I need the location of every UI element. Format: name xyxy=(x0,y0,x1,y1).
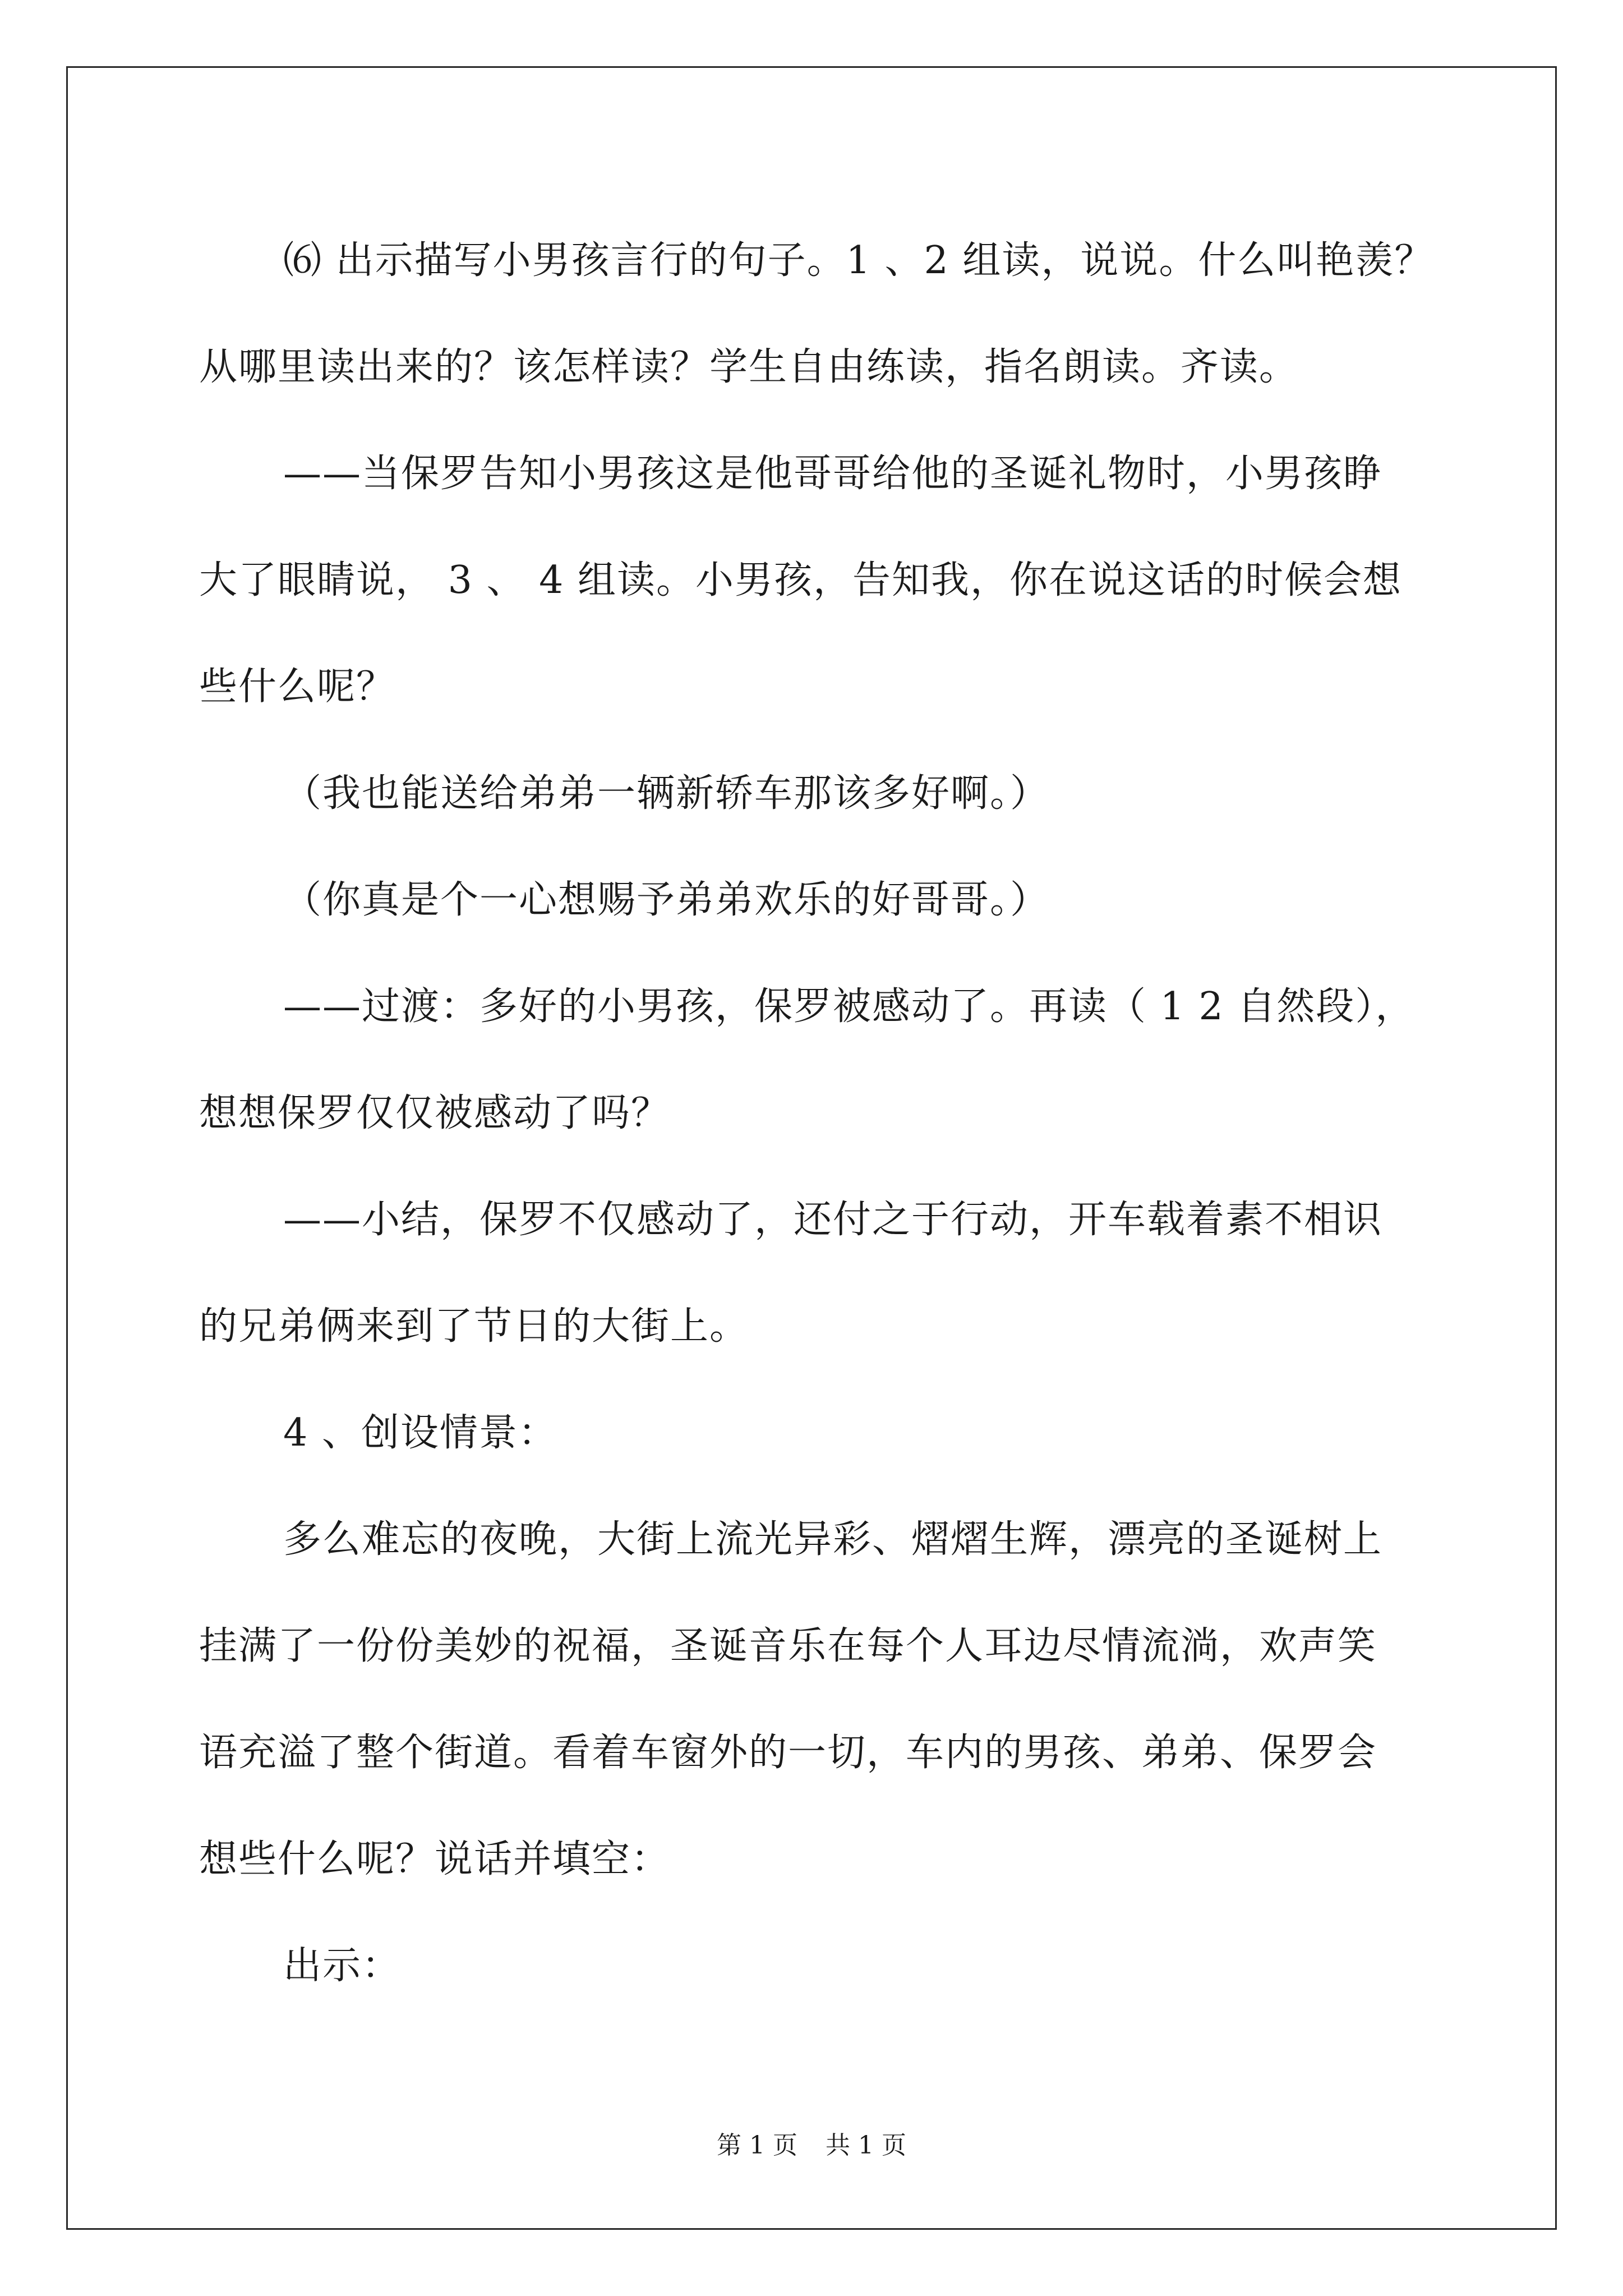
section-heading: 4 、创设情景： xyxy=(283,1411,557,1455)
text-line-11: 的兄弟俩来到了节日的大街上。 xyxy=(199,1304,749,1349)
text-line-3: ——当保罗告知小男孩这是他哥哥给他的圣诞礼物时，小男孩睁 xyxy=(283,452,1383,496)
text-line-6: （我也能送给弟弟一辆新轿车那该多好啊。） xyxy=(283,771,1050,816)
text-line-10: ——小结，保罗不仅感动了，还付之于行动，开车载着素不相识 xyxy=(283,1198,1383,1242)
page-total: 共 1 页 xyxy=(826,2131,906,2160)
text-line-8: ——过渡：多好的小男孩，保罗被感动了。再读（ 1 2 自然段）， xyxy=(283,984,1415,1029)
text-line-2: 从哪里读出来的？该怎样读？学生自由练读，指名朗读。齐读。 xyxy=(199,345,1299,389)
text-line-7: （你真是个一心想赐予弟弟欢乐的好哥哥。） xyxy=(283,878,1050,922)
text-line-14: 挂满了一份份美妙的祝福，圣诞音乐在每个人耳边尽情流淌，欢声笑 xyxy=(199,1624,1377,1668)
text-line-13: 多么难忘的夜晚，大街上流光异彩、熠熠生辉，漂亮的圣诞树上 xyxy=(283,1517,1383,1562)
text-line-15: 语充溢了整个街道。看着车窗外的一切，车内的男孩、弟弟、保罗会 xyxy=(199,1731,1377,1775)
text-line-9: 想想保罗仅仅被感动了吗？ xyxy=(199,1091,671,1135)
text-line-1: ⑹ 出示描写小男孩言行的句子。1 、2 组读，说说。什么叫艳羡？ xyxy=(283,238,1434,283)
text-line-17: 出示： xyxy=(283,1944,402,1988)
page-number: 第 1 页 xyxy=(717,2131,797,2160)
page-footer xyxy=(0,2129,1623,2162)
text-line-16: 想些什么呢？说话并填空： xyxy=(199,1837,671,1881)
text-line-5: 些什么呢？ xyxy=(199,665,396,709)
document-body xyxy=(199,208,1433,2019)
text-line-4: 大了眼睛说， 3 、 4 组读。小男孩，告知我，你在说这话的时候会想 xyxy=(199,558,1402,602)
